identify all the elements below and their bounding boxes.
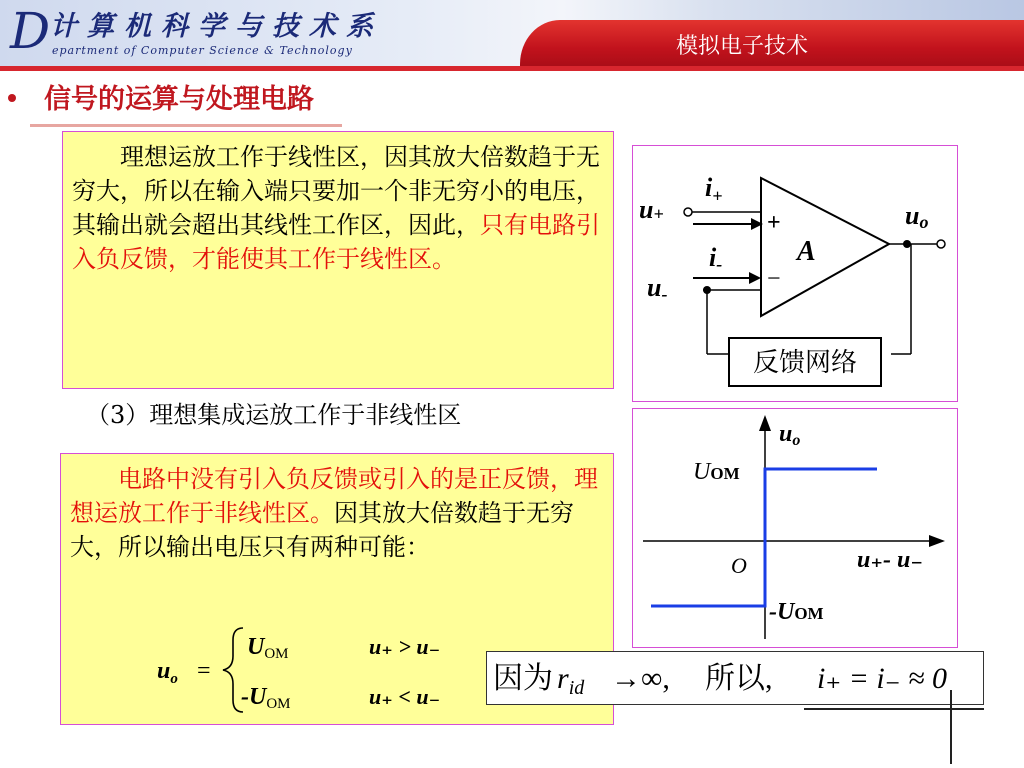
course-title: 模拟电子技术 [675,34,808,59]
logo-letter: D [10,2,51,60]
formula-case2-cond: u₊ < u₋ [369,684,441,709]
subheading: （3）理想集成运放工作于非线性区 [86,401,462,429]
y-axis-label: uo [779,421,801,449]
formula-brace [223,628,243,712]
x-axis-label: u₊- u₋ [857,547,924,573]
formula-case1-value: UOM [247,634,289,662]
formula-uo: $u_o$ [157,658,178,687]
nonlinear-black-text: 因其放大倍数趋于无穷大，所以输出电压只有两种可能： [70,499,574,561]
transfer-plot-panel [632,408,958,648]
decor-line-v [950,690,952,764]
ideal-current-equation [486,651,984,705]
opamp-circuit-diagram [633,146,957,401]
plus-sign: + [767,210,781,236]
nonlinear-red-text: 电路中没有引入负反馈或引入的是正反馈，理想运放工作于非线性区。 [70,465,598,527]
minus-sign: − [767,266,781,292]
u-plus-terminal [684,208,692,216]
feedback-network-label: 反馈网络 [752,348,858,377]
formula-case2-value: -UOM [241,684,291,712]
eq-because: 因为 [493,662,553,695]
linear-region-note [62,131,614,389]
u-om-label: UOM [693,459,740,485]
u-plus-label: u+ [639,195,664,224]
u-minus-label: u- [647,273,668,304]
logo-department-en: epartment of Computer Science & Technology [52,44,353,57]
u-out-label: uo [905,201,929,232]
u-out-terminal [937,240,945,248]
i-minus-label: i- [709,243,723,274]
opamp-triangle [761,178,889,316]
eq-arrow-inf: →∞, [611,662,670,695]
amp-label: A [797,236,816,267]
section-title: 信号的运算与处理电路 [44,84,314,115]
neg-u-om-label: -UOM [769,599,824,625]
linear-red-text: 只有电路引入负反馈，才能使其工作于线性区。 [72,211,600,273]
i-plus-label: $i_+$ [705,173,723,206]
origin-label: O [731,553,747,578]
output-formula [151,622,491,718]
eq-rid: $r_{id}$ [557,662,585,699]
transfer-characteristic-diagram [633,409,957,647]
eq-rhs: i₊ = i₋ ≈ 0 [817,662,948,695]
formula-equals: = [197,658,211,684]
decor-line-h [804,708,984,710]
opamp-circuit-panel [632,145,958,402]
eq-so: 所以, [705,662,773,695]
formula-case1-cond: u₊ > u₋ [369,634,441,659]
linear-black-text: 理想运放工作于线性区，因其放大倍数趋于无穷大，所以在输入端只要加一个非无穷小的电压，其输出就会超出其线性工作区，因此， [72,143,600,239]
linear-region-text [72,140,610,276]
nonlinear-region-text [70,462,610,564]
equation-svg [487,652,983,704]
title-underline [30,124,342,127]
banner-divider [0,66,1024,71]
transfer-curve [651,469,877,606]
logo-department-cn: 计算机科学与技术系 [50,11,383,42]
bullet-icon [8,94,16,102]
